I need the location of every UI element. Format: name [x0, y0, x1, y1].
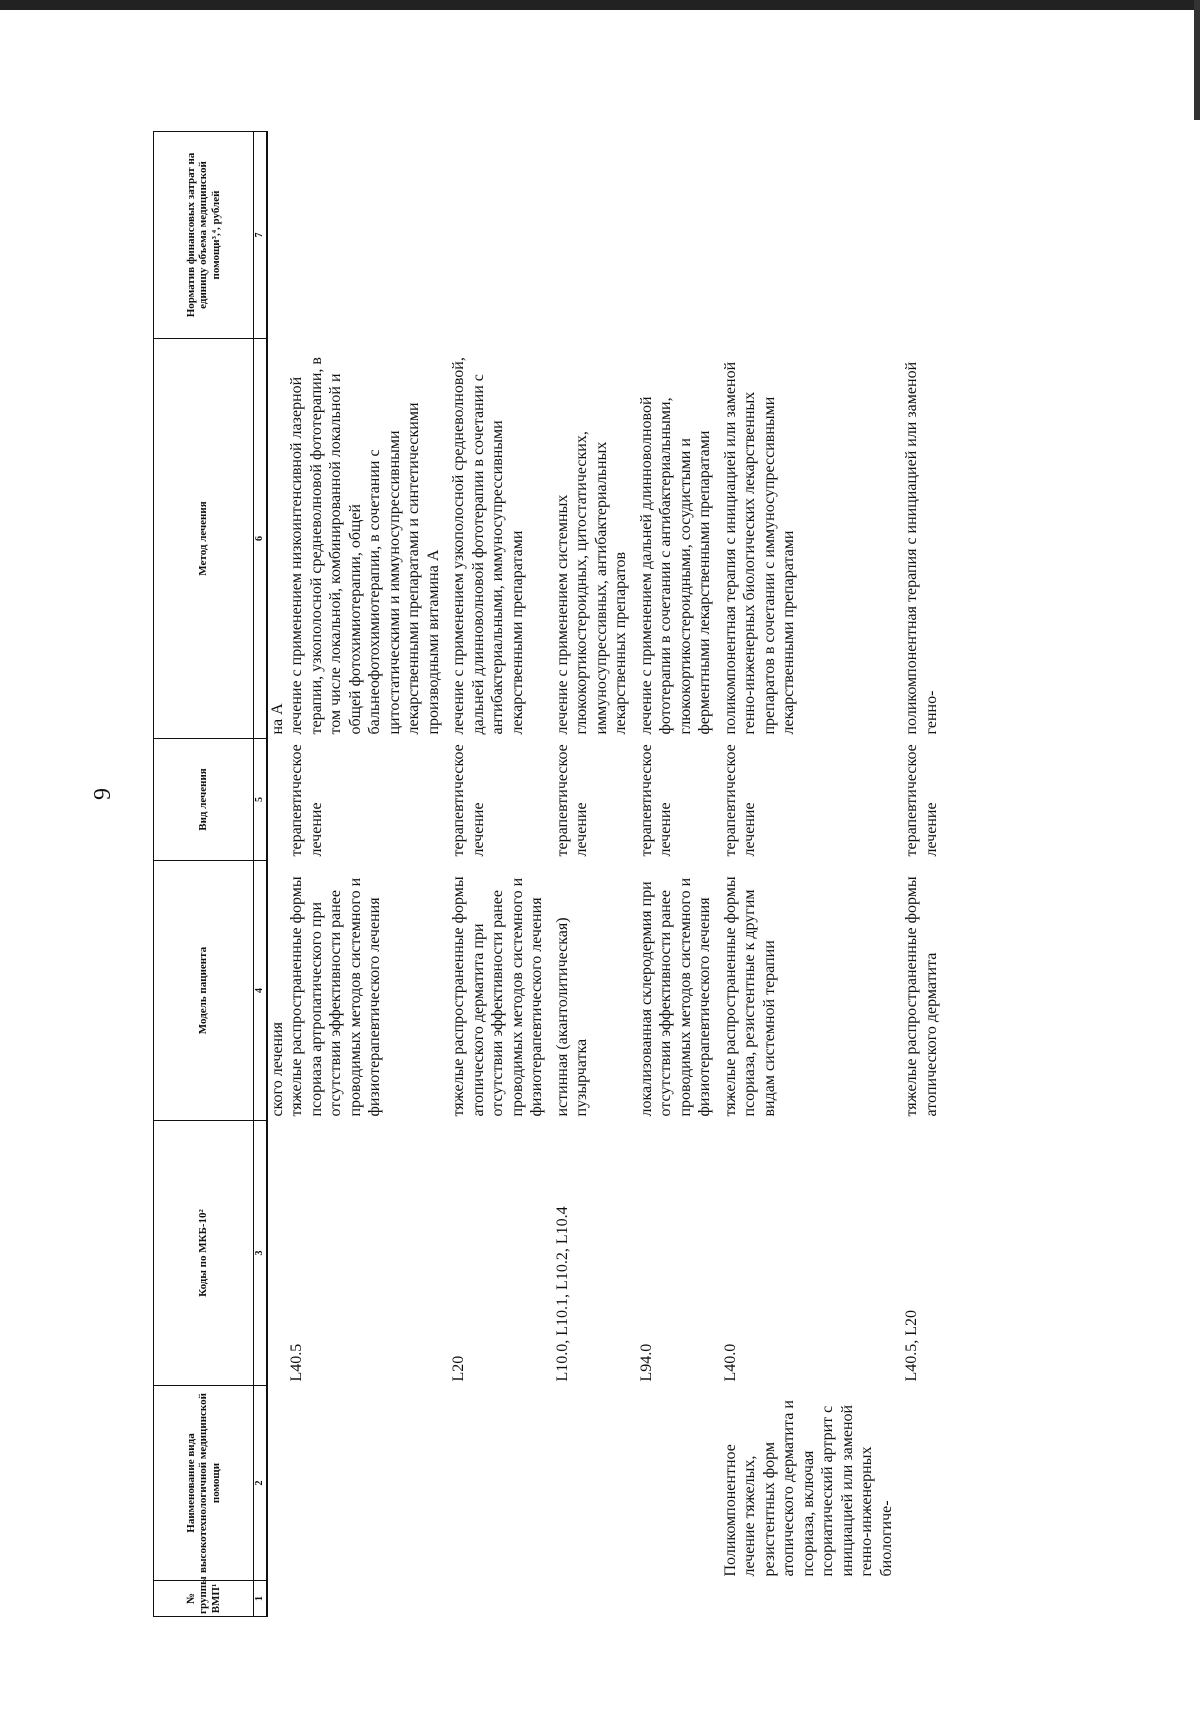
cell-method: лечение с применением узкополосной средневолновой, дальней длинноволновой фототерапии в сочетании с антибактериальными, иммуносупрессивными лекарственными препаратами	[450, 357, 526, 735]
table-row	[287, 132, 449, 1617]
cell-patient-model: тяжелые распространенные формы псориаза, резистентные к другим видам системной терапии	[721, 876, 778, 1117]
column-number: 1	[254, 1581, 267, 1617]
cell-cost	[637, 132, 721, 339]
cell-cost	[287, 132, 449, 339]
cell-treatment-type: терапевтическое лечение	[721, 744, 758, 857]
cell-cost	[267, 132, 288, 339]
cell-group	[287, 1581, 449, 1617]
table-row	[721, 132, 903, 1617]
header-treatment-method: Метод лечения	[154, 339, 254, 739]
cell-treatment-type: терапевтическое лечение	[450, 744, 487, 857]
cell-name	[267, 1386, 288, 1581]
column-number: 2	[254, 1386, 267, 1581]
cell-cost	[553, 132, 637, 339]
cell-name	[637, 1386, 721, 1581]
column-number: 4	[254, 861, 267, 1121]
cell-patient-model: ского лечения	[268, 1021, 286, 1117]
cell-codes: L94.0	[637, 1343, 655, 1382]
cell-codes: L40.0	[721, 1343, 739, 1382]
scan-edge-right	[1194, 0, 1200, 120]
cell-method: лечение с применением низкоинтенсивной лазерной терапии, узкополосной средневолновой фототерапии, в том числе локальной, комбинированной локальной и общей фотохимиотерапии, общей бальнеофотохимиотерапии, в сочетании с цитостатическими и иммуносупрессивными лекарственными препаратами и синтетическими производными витамина А	[288, 357, 442, 735]
cell-patient-model: тяжелые распространенные формы псориаза артропатического при отсутствии эффективности ранее проводимых методов системного и физиотерапевтического лечения	[288, 876, 383, 1117]
scan-edge-top	[0, 0, 1200, 10]
header-treatment-type: Вид лечения	[154, 739, 254, 861]
cell-treatment-type: терапевтическое лечение	[553, 744, 590, 857]
table-row	[553, 132, 637, 1617]
cell-cost	[902, 132, 947, 339]
table-row	[267, 132, 288, 1617]
column-number-row	[254, 132, 267, 1617]
cell-codes: L20	[450, 1355, 467, 1382]
column-number: 5	[254, 739, 267, 861]
cell-method: лечение с применением системных глюкокортикостероидных, цитостатических, иммуносупрессивных, антибактериальных лекарственных препаратов	[553, 431, 629, 735]
cell-group	[449, 1581, 553, 1617]
cell-name	[287, 1386, 449, 1581]
table-row	[637, 132, 721, 1617]
cell-patient-model: тяжелые распространенные формы атопического дерматита при отсутствии эффективности ранее проводимых методов системного и физиотерапевтического лечения	[450, 876, 545, 1117]
cell-treatment-type: терапевтическое лечение	[637, 744, 674, 857]
header-cost-standard: Норматив финансовых затрат на единицу объема медицинской помощи³,⁴, рублей	[154, 132, 254, 339]
cell-patient-model: локализованная склеродермия при отсутствии эффективности ранее проводимых методов системного и физиотерапевтического лечения	[637, 877, 713, 1117]
table-row	[902, 132, 947, 1617]
cell-group	[267, 1581, 288, 1617]
table-head	[154, 132, 267, 1617]
cell-group	[902, 1581, 947, 1617]
table-body	[267, 132, 948, 1617]
cell-name	[449, 1386, 553, 1581]
cell-method: лечение с применением дальней длинноволновой фототерапии в сочетании с антибактериальными, глюкокортикостероидными, сосудистыми и ферментными лекарственными препаратами	[637, 396, 713, 735]
cell-codes	[267, 1121, 288, 1386]
cell-patient-model: истинная (акантолитическая) пузырчатка	[553, 917, 590, 1117]
cell-name	[553, 1386, 637, 1581]
header-icd-codes: Коды по МКБ-10²	[154, 1121, 254, 1386]
cell-treatment-type: терапевтическое лечение	[288, 744, 325, 857]
cell-group	[721, 1581, 903, 1617]
column-number: 3	[254, 1121, 267, 1386]
cell-method: поликомпонентная терапия с инициацией или заменой генно-	[903, 361, 940, 735]
cell-cost	[449, 132, 553, 339]
cell-cost	[721, 132, 903, 339]
column-number: 7	[254, 132, 267, 339]
cell-treatment-type: терапевтическое лечение	[903, 744, 940, 857]
rotated-table-container	[153, 132, 1033, 1617]
cell-group	[553, 1581, 637, 1617]
header-patient-model: Модель пациента	[154, 861, 254, 1121]
cell-method: на А	[268, 703, 286, 735]
header-group-number: № группы ВМП¹	[154, 1581, 254, 1617]
header-vmp-name: Наименование вида высокотехнологичной медицинской помощи	[154, 1386, 254, 1581]
cell-method: поликомпонентная терапия с инициацией или заменой генно-инженерных биологических лекарственных препаратов в сочетании с иммуносупрессивными лекарственными препаратами	[721, 361, 797, 735]
cell-codes: L40.5	[288, 1343, 305, 1382]
header-row	[154, 132, 254, 1617]
cell-codes: L40.5, L20	[903, 1309, 920, 1382]
vmp-table	[153, 131, 947, 1617]
cell-treatment-type	[267, 739, 288, 861]
cell-name	[902, 1386, 947, 1581]
cell-group	[637, 1581, 721, 1617]
column-number: 6	[254, 339, 267, 739]
cell-patient-model: тяжелые распространенные формы атопического дерматита	[903, 876, 940, 1117]
cell-codes: L10.0, L10.1, L10.2, L10.4	[553, 1206, 571, 1382]
table-row	[449, 132, 553, 1617]
page-number: 9	[90, 788, 116, 800]
cell-name: Поликомпонентное лечение тяжелых, резистентных форм атопического дерматита и псориаза, включая псориатический артрит с инициацией или заменой генно-инженерных биологиче-	[721, 1400, 895, 1577]
